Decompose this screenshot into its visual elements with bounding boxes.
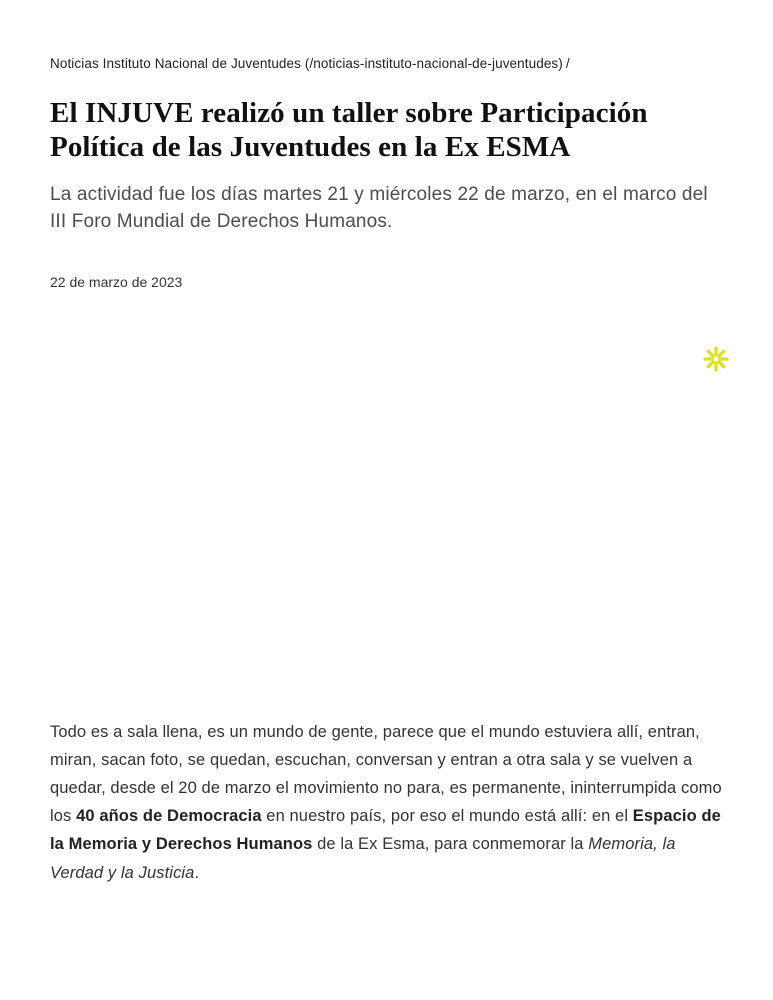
body-text-italic-memoria-verdad-justicia: Memoria, la Verdad y la Justicia [50, 835, 676, 882]
body-text-bold-espacio-memoria: Espacio de la Memoria y Derechos Humanos [50, 807, 721, 854]
body-text-segment: Todo es a sala llena, es un mundo de gente, parece que el mundo estuviera allí, entran, miran, sacan foto, se quedan, escuchan, conversan y entran a otra sala y se vuelven a quedar, desde el 20 de marzo el movimiento no para, es permanente, ininterrumpida como los [50, 723, 722, 826]
body-text-segment: de la Ex Esma, para conmemorar la [312, 835, 589, 854]
breadcrumb-link-noticias[interactable] [50, 56, 563, 71]
body-text-bold-democracia: 40 años de Democracia [76, 807, 262, 826]
article-subtitle: La actividad fue los días martes 21 y miércoles 22 de marzo, en el marco del III Foro Mundial de Derechos Humanos. [50, 184, 708, 233]
body-text-segment: en nuestro país, por eso el mundo está allí: en el [261, 807, 633, 826]
breadcrumb-separator: / [565, 56, 570, 71]
article-date: 22 de marzo de 2023 [50, 274, 183, 291]
breadcrumb-link-label: Noticias Instituto Nacional de Juventudes [50, 56, 301, 71]
loading-spinner-asterisk-icon [703, 346, 729, 372]
breadcrumb-link-url-text: (/noticias-instituto-nacional-de-juventudes) [301, 56, 563, 71]
page-title: El INJUVE realizó un taller sobre Participación Política de las Juventudes en la Ex ESMA [50, 96, 648, 164]
article-body-paragraph [50, 718, 723, 886]
body-text-segment: . [194, 863, 200, 882]
breadcrumb [50, 0, 723, 74]
article-image-placeholder [50, 318, 723, 708]
